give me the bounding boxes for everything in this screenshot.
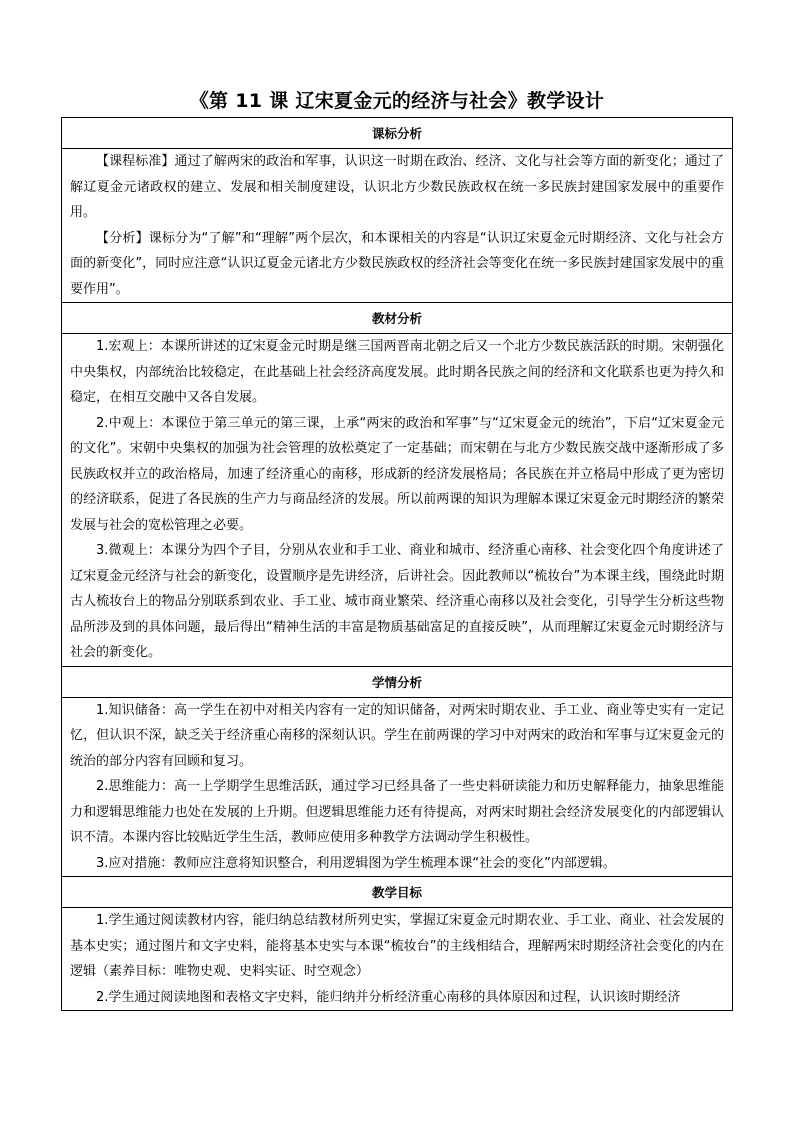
paragraph-label: 【课程标准】 [96, 154, 175, 169]
section-body-textbook [62, 334, 733, 667]
paragraph: 2.学生通过阅读地图和表格文字史料，能归纳并分析经济重心南移的具体原因和过程，认识该时期经济 [96, 989, 681, 1005]
paragraph: 1.学生通过阅读教材内容，能归纳总结教材所列史实，掌握辽宋夏金元时期农业、手工业、商业、社会发展的基本史实；通过图片和文字史料，能将基本史实与本课“梳妆台”的主线相结合，理解两宋时期经济社会变化的内在逻辑（素养目标：唯物史观、史料实证、时空观念） [70, 913, 724, 979]
paragraph: 1.宏观上：本课所讲述的辽宋夏金元时期是继三国两晋南北朝之后又一个北方少数民族活跃的时期。宋朝强化中央集权，内部统治比较稳定，在此基础上社会经济高度发展。此时期各民族之间的经济和文化联系也更为持久和稳定，在相互交融中又各自发展。 [70, 339, 724, 405]
paragraph [70, 226, 724, 303]
section-heading-students: 学情分析 [62, 666, 733, 697]
section-body-objectives [62, 908, 733, 1011]
paragraph: 2.思维能力：高一上学期学生思维活跃，通过学习已经具备了一些史料研读能力和历史解释能力，抽象思维能力和逻辑思维能力也处在发展的上升期。但逻辑思维能力还有待提高，对两宋时期社会经济发展变化的内部逻辑认识不清。本课内容比较贴近学生生活，教师应使用多种教学方法调动学生积极性。 [70, 779, 724, 845]
paragraph: 3.应对措施：教师应注意将知识整合，利用逻辑图为学生梳理本课“社会的变化”内部逻辑。 [96, 855, 616, 871]
paragraph-text: 课标分为“了解”和“理解”两个层次，和本课相关的内容是“认识辽宋夏金元时期经济、文化与社会方面的新变化”，同时应注意“认识辽夏金元诸北方少数民族政权的经济社会等变化在统一多民族封建国家发展中的重要作用”。 [70, 230, 724, 297]
section-body-curriculum [62, 149, 733, 303]
lesson-design-table [61, 117, 733, 1011]
paragraph-label: 【分析】 [96, 230, 149, 246]
paragraph: 1.知识储备：高一学生在初中对相关内容有一定的知识储备，对两宋时期农业、手工业、商业等史实有一定记忆，但认识不深，缺乏关于经济重心南移的深刻认识。学生在前两课的学习中对两宋的政治和军事与辽宋夏金元的统治的部分内容有回顾和复习。 [70, 702, 724, 769]
paragraph: 3.微观上：本课分为四个子目，分别从农业和手工业、商业和城市、经济重心南移、社会变化四个角度讲述了辽宋夏金元经济与社会的新变化，设置顺序是先讲经济，后讲社会。因此教师以“梳妆台”为本课主线，围绕此时期古人梳妆台上的物品分别联系到农业、手工业、城市商业繁荣、经济重心南移以及社会变化，引导学生分析这些物品所涉及到的具体问题，最后得出“精神生活的丰富是物质基础富足的直接反映”，从而理解辽宋夏金元时期经济与社会的新变化。 [70, 543, 724, 660]
paragraph: 2.中观上：本课位于第三单元的第三课，上承“两宋的政治和军事”与“辽宋夏金元的统治”，下启“辽宋夏金元的文化”。宋朝中央集权的加强为社会管理的放松奠定了一定基础；而宋朝在与北方少数民族交战中逐渐形成了多民族政权并立的政治格局，加速了经济重心的南移，形成新的经济发展格局；各民族在并立格局中形成了更为密切的经济联系，促进了各民族的生产力与商品经济的发展。所以前两课的知识为理解本课辽宋夏金元时期经济的繁荣发展与社会的宽松管理之必要。 [70, 415, 724, 533]
document-title: 《第 11 课 辽宋夏金元的经济与社会》教学设计 [189, 90, 605, 112]
paragraph-text: 通过了解两宋的政治和军事，认识这一时期在政治、经济、文化与社会等方面的新变化；通过了解辽夏金元诸政权的建立、发展和相关制度建设，认识北方少数民族政权在统一多民族封建国家发展中的重要作用。 [70, 154, 724, 220]
section-body-students [62, 697, 733, 877]
section-heading-curriculum: 课标分析 [62, 118, 733, 149]
paragraph [70, 149, 724, 226]
section-heading-objectives: 教学目标 [62, 877, 733, 908]
section-heading-textbook: 教材分析 [62, 303, 733, 334]
